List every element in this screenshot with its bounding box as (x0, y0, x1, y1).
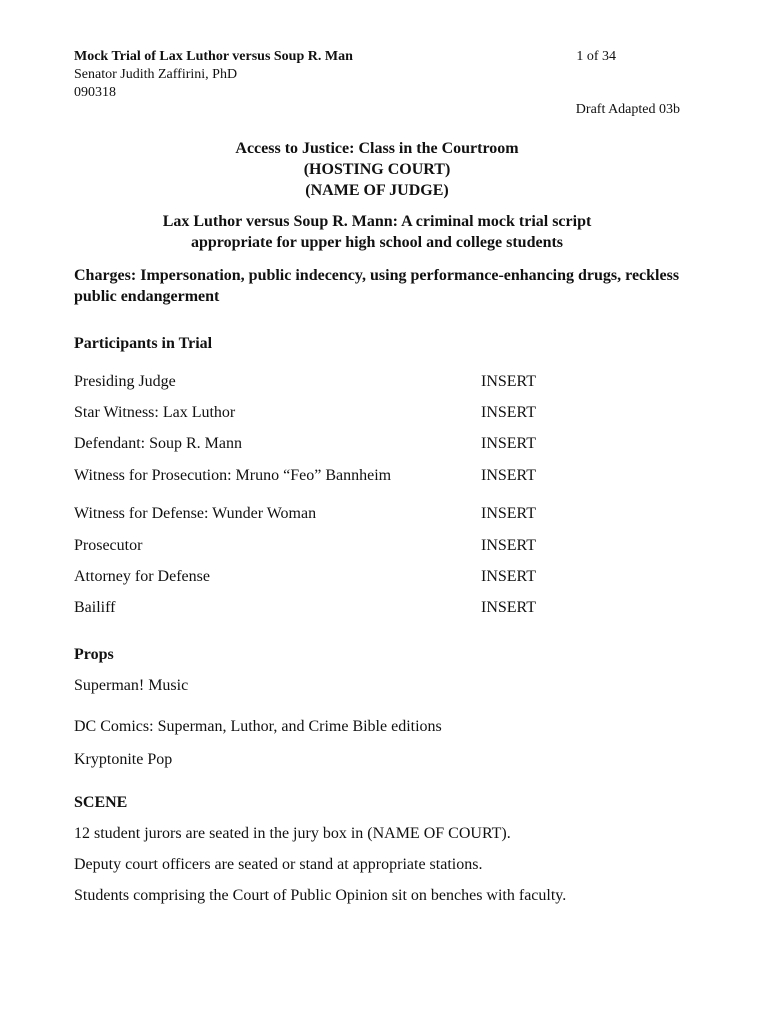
participant-role: Star Witness: Lax Luthor (74, 404, 236, 421)
participant-role: Witness for Prosecution: Mruno “Feo” Bannheim (74, 467, 392, 484)
charges-paragraph: Charges: Impersonation, public indecency, using performance-enhancing drugs, reckless public endangerment (74, 267, 680, 305)
title-line-3: (NAME OF JUDGE) (305, 182, 449, 199)
participant-name: INSERT (481, 505, 537, 522)
prop-item: DC Comics: Superman, Luthor, and Crime Bible editions (74, 718, 442, 735)
scene-line: Students comprising the Court of Public Opinion sit on benches with faculty. (74, 887, 567, 904)
participant-role: Prosecutor (74, 537, 143, 554)
header-date-code: 090318 (74, 85, 116, 100)
scene-line: Deputy court officers are seated or stand at appropriate stations. (74, 856, 483, 873)
participant-name: INSERT (481, 404, 537, 421)
subtitle-line-1: Lax Luthor versus Soup R. Mann: A criminal mock trial script (162, 213, 592, 230)
participants-heading: Participants in Trial (74, 335, 213, 352)
participant-role: Witness for Defense: Wunder Woman (74, 505, 317, 522)
header-author: Senator Judith Zaffirini, PhD (74, 67, 238, 82)
subtitle-line-2: appropriate for upper high school and college students (190, 234, 564, 251)
participant-role: Presiding Judge (74, 373, 176, 390)
participant-name: INSERT (481, 467, 537, 484)
page-indicator: 1 of 34 (576, 49, 616, 64)
participant-role: Bailiff (74, 599, 116, 616)
prop-item: Kryptonite Pop (74, 751, 173, 768)
scene-line: 12 student jurors are seated in the jury box in (NAME OF COURT). (74, 825, 511, 842)
title-line-2: (HOSTING COURT) (303, 161, 451, 178)
header-title: Mock Trial of Lax Luthor versus Soup R. Man (74, 49, 353, 64)
participant-name: INSERT (481, 568, 537, 585)
scene-heading: SCENE (74, 794, 128, 811)
title-line-1: Access to Justice: Class in the Courtroom (235, 140, 519, 157)
participant-name: INSERT (481, 373, 537, 390)
participant-name: INSERT (481, 537, 537, 554)
participant-name: INSERT (481, 435, 537, 452)
prop-item: Superman! Music (74, 677, 189, 694)
participant-name: INSERT (481, 599, 537, 616)
participant-role: Defendant: Soup R. Mann (74, 435, 242, 452)
subtitle-block (74, 211, 680, 253)
title-block (74, 138, 680, 201)
draft-note: Draft Adapted 03b (575, 102, 680, 117)
participant-role: Attorney for Defense (74, 568, 210, 585)
props-heading: Props (74, 646, 114, 663)
